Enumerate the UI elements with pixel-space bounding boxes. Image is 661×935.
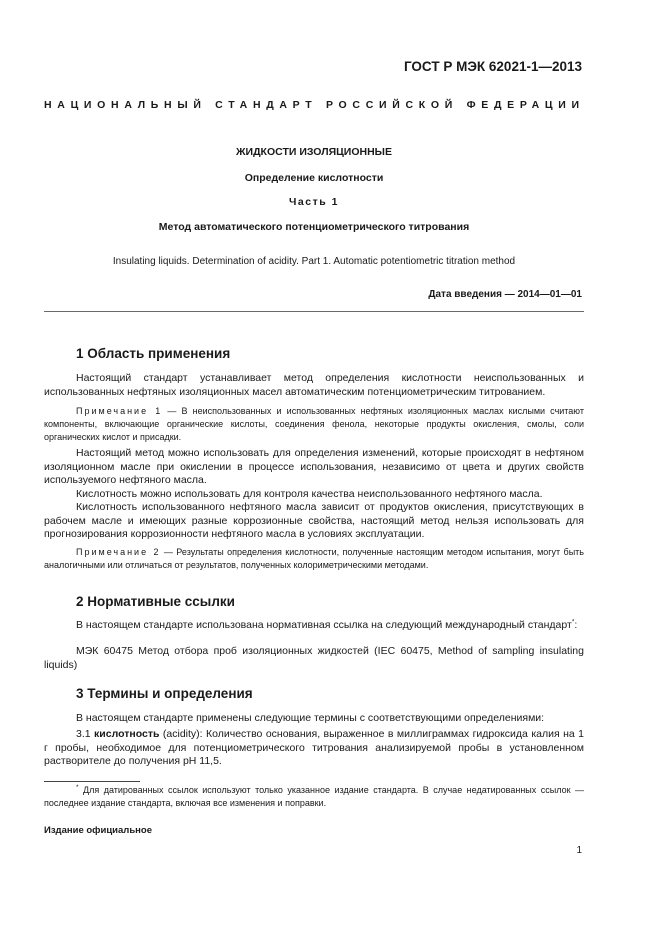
- definition-term: кислотность: [94, 728, 160, 740]
- section-2-heading: 2 Нормативные ссылки: [76, 594, 235, 609]
- title-main: ЖИДКОСТИ ИЗОЛЯЦИОННЫЕ: [236, 146, 392, 158]
- note-1-label: Примечание 1: [76, 406, 163, 416]
- section-1-paragraph-1: Настоящий стандарт устанавливает метод определения кислотности неиспользованных и использованных нефтяных изоляционных масел автоматическим потенциометрическим титрованием.: [44, 372, 584, 398]
- footnote-divider: [44, 781, 140, 782]
- note-1-text: — В неиспользованных и использованных нефтяных изоляционных маслах кислыми считают компоненты, включающие органические кислоты, соединения фенола, некоторые продукты окисления, смолы, соли органических кислот и присадки.: [44, 406, 584, 442]
- section-1-paragraph-3: Кислотность можно использовать для контроля качества неиспользованного нефтяного масла.: [76, 488, 543, 500]
- national-standard-banner: НАЦИОНАЛЬНЫЙ СТАНДАРТ РОССИЙСКОЙ ФЕДЕРАЦИИ: [44, 99, 585, 111]
- section-1-heading: 1 Область применения: [76, 346, 231, 361]
- introduction-date: Дата введения — 2014—01—01: [428, 289, 582, 300]
- page-number: 1: [576, 845, 582, 856]
- footnote: [44, 784, 584, 810]
- section-3-heading: 3 Термины и определения: [76, 686, 253, 701]
- section-2-paragraph-1: [44, 619, 584, 633]
- section-1-paragraph-4: Кислотность использованного нефтяного масла зависит от продуктов окисления, присутствующих в рабочем масле и имеющих разные коррозионные свойства, настоящий метод нельзя использовать для прогнозирования коррозионности нефтяного масла в условиях эксплуатации.: [44, 501, 584, 541]
- section-1-paragraph-2: Настоящий метод можно использовать для определения изменений, которые происходят в нефтяном изоляционном масле при окислении в процессе использования, независимо от цвета и других свойств используемого нефтяного масла.: [44, 447, 584, 487]
- definition-3-1: [44, 728, 584, 769]
- footnote-mark: *: [76, 784, 79, 791]
- definition-number: 3.1: [76, 728, 95, 740]
- section-1-note-1: [44, 405, 584, 443]
- title-subject: Определение кислотности: [244, 172, 384, 184]
- section-1-note-2: [44, 546, 584, 572]
- section-2-paragraph-1-end: :: [574, 619, 578, 631]
- definition-text: (acidity): Количество основания, выраженное в миллиграммах гидроксида калия на 1 г пробы, необходимое для потенциометрического титрования анализируемой пробы в установленном растворителе до получения pH 11,5.: [44, 728, 584, 768]
- note-2-label: Примечание 2: [76, 547, 161, 557]
- title-method: Метод автоматического потенциометрического титрования: [158, 221, 470, 233]
- section-3-paragraph-1: В настоящем стандарте применены следующие термины с соответствующими определениями:: [76, 712, 545, 724]
- footnote-reference-mark[interactable]: *: [571, 618, 575, 626]
- title-part: Часть 1: [289, 196, 339, 208]
- footnote-text: Для датированных ссылок используют только указанное издание стандарта. В случае недатированных ссылок — последнее издание стандарта, включая все изменения и поправки.: [44, 785, 584, 808]
- official-edition-label: Издание официальное: [44, 825, 152, 836]
- title-english: Insulating liquids. Determination of acidity. Part 1. Automatic potentiometric titration method: [112, 256, 516, 267]
- section-2-reference-iec-60475: МЭК 60475 Метод отбора проб изоляционных жидкостей (IEC 60475, Method of sampling insulating liquids): [44, 645, 584, 671]
- section-2-paragraph-1-text: В настоящем стандарте использована нормативная ссылка на следующий международный стандарт: [76, 619, 572, 631]
- date-divider: [44, 311, 584, 312]
- note-2-text: — Результаты определения кислотности, полученные настоящим методом испытания, могут быть аналогичными или отличаться от результатов, полученных колориметрическими методами.: [44, 547, 584, 570]
- standard-designation: ГОСТ Р МЭК 62021-1—2013: [403, 59, 582, 74]
